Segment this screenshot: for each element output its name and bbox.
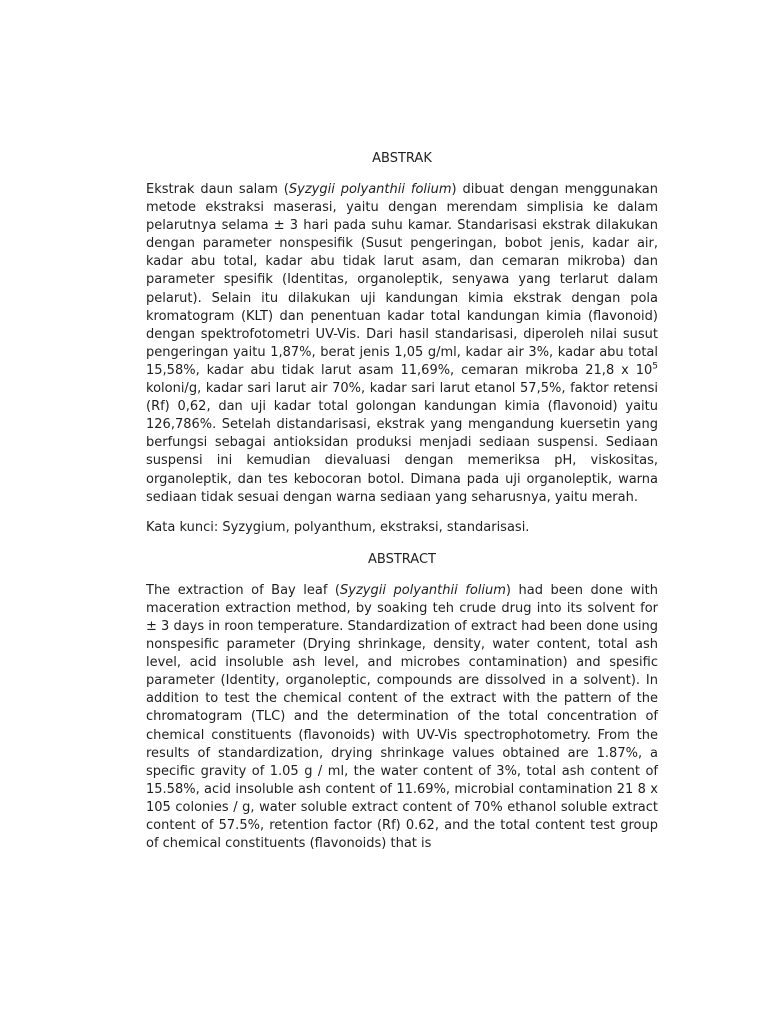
abstract-text-part-a: The extraction of Bay leaf ( [146,582,340,598]
abstrak-text-part-a: Ekstrak daun salam ( [146,182,289,197]
abstract-species-name: Syzygii polyanthii folium [340,582,506,598]
abstract-paragraph [146,582,658,853]
abstrak-exponent: 5 [652,361,658,372]
abstrak-heading: ABSTRAK [372,151,432,166]
abstrak-species-name: Syzygii polyanthii folium [288,182,452,197]
abstract-text-part-b: ) had been done with maceration extraction method, by soaking teh crude drug into its solvent for ± 3 days in roon temperature. Standardization of extract had been done using nonspesific parameter (Drying shrinkage, density, water content, total ash level, acid insoluble ash level, and microbes contamination) and spesific parameter (Identity, organoleptic, compounds are dissolved in a solvent). In addition to test the chemical content of the extract with the pattern of the chromatogram (TLC) and the determination of the total concentration of chemical constituents (flavonoids) with UV-Vis spectrophotometry. From the results of standardization, drying shrinkage values obtained are 1.87%, a specific gravity of 1.05 g / ml, the water content of 3%, total ash content of 15.58%, acid insoluble ash content of 11.69%, microbial contamination 21 8 x 105 colonies / g, water soluble extract content of 70% ethanol soluble extract content of 57.5%, retention factor (Rf) 0.62, and the total content test group of chemical constituents (flavonoids) that is [146,582,658,852]
abstrak-text-part-c: koloni/g, kadar sari larut air 70%, kadar sari larut etanol 57,5%, faktor retensi (Rf) 0,62, dan uji kadar total golongan kandungan kimia (flavonoid) yaitu 126,786%. Setelah distandarisasi, ekstrak yang mengandung kuersetin yang berfungsi sebagai antioksidan produksi menjadi sediaan suspensi. Sediaan suspensi ini kemudian dievaluasi dengan memeriksa pH, viskositas, organoleptik, dan tes kebocoran botol. Dimana pada uji organoleptik, warna sediaan tidak sesuai dengan warna sediaan yang seharusnya, yaitu merah. [146,381,658,505]
abstract-heading: ABSTRACT [368,551,436,567]
abstrak-keywords: Kata kunci: Syzygium, polyanthum, ekstraksi, standarisasi. [146,519,530,535]
abstrak-text-part-b: ) dibuat dengan menggunakan metode ekstraksi maserasi, yaitu dengan merendam simplisia ke dalam pelarutnya selama ± 3 hari pada suhu kamar. Standarisasi ekstrak dilakukan dengan parameter nonspesifik (Susut pengeringan, bobot jenis, kadar air, kadar abu total, kadar abu tidak larut asam, dan cemaran mikroba) dan parameter spesifik (Identitas, organoleptik, senyawa yang terlarut dalam pelarut). Selain itu dilakukan uji kandungan kimia ekstrak dengan pola kromatogram (KLT) dan penentuan kadar total kandungan kimia (flavonoid) dengan spektrofotometri UV-Vis. Dari hasil standarisasi, diperoleh nilai susut pengeringan yaitu 1,87%, berat jenis 1,05 g/ml, kadar air 3%, kadar abu total 15,58%, kadar abu tidak larut asam 11,69%, cemaran mikroba 21,8 x 10 [146,182,658,378]
abstrak-paragraph [146,181,658,507]
document-page [146,150,658,853]
